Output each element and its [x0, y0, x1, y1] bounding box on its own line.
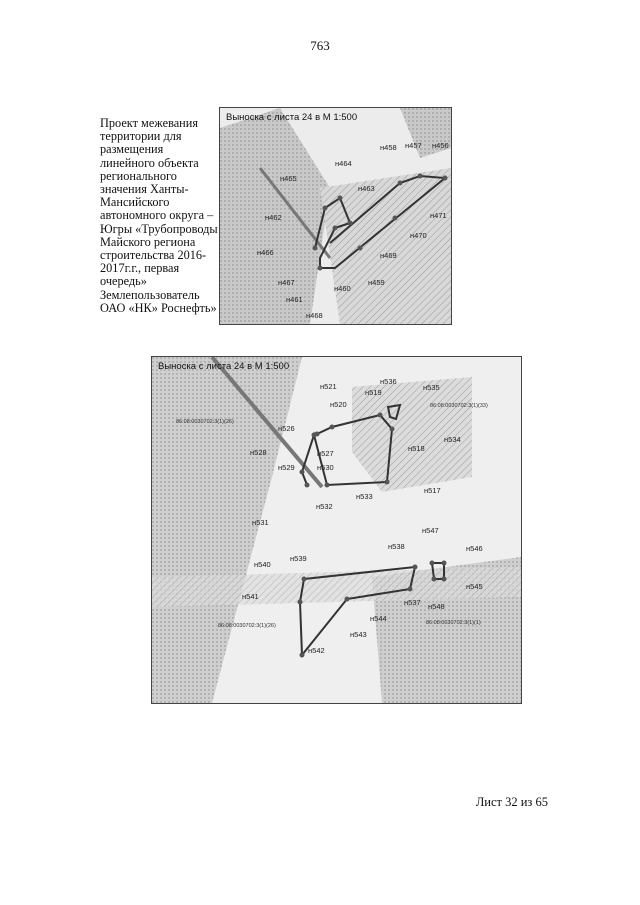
- map-inset-top: [219, 107, 452, 325]
- svg-text:н518: н518: [408, 444, 425, 453]
- map-bottom-canvas: [152, 357, 521, 703]
- svg-text:н517: н517: [424, 486, 441, 495]
- svg-text:86:08:0030702:3(1)(33): 86:08:0030702:3(1)(33): [430, 403, 488, 409]
- svg-text:н464: н464: [335, 159, 352, 168]
- sheet-footer: Лист 32 из 65: [475, 795, 548, 809]
- map-caption: Проект межевания территории для размещения линейного объекта регионального значения Ханты-Мансийского автономного округа – Югры «Трубопроводы Майского региона строительства 2016-2017г.г., первая очередь» Землепользователь ОАО «НК» Роснефть»: [100, 116, 218, 315]
- svg-text:н528: н528: [250, 448, 267, 457]
- svg-text:н529: н529: [278, 463, 295, 472]
- svg-text:н468: н468: [306, 311, 323, 320]
- svg-text:н531: н531: [252, 518, 269, 527]
- svg-text:86:08:0030702:3(1)(26): 86:08:0030702:3(1)(26): [218, 623, 276, 629]
- map-top-canvas: [220, 108, 451, 324]
- page-number: 763: [310, 38, 330, 53]
- svg-text:н530: н530: [317, 463, 334, 472]
- svg-text:н535: н535: [423, 383, 440, 392]
- svg-text:н459: н459: [368, 278, 385, 287]
- svg-text:н470: н470: [410, 231, 427, 240]
- svg-text:н540: н540: [254, 560, 271, 569]
- svg-text:н521: н521: [320, 382, 337, 391]
- svg-text:н534: н534: [444, 435, 461, 444]
- svg-text:86:08:0030702:3(1)(1): 86:08:0030702:3(1)(1): [426, 620, 481, 626]
- svg-text:н462: н462: [265, 213, 282, 222]
- svg-text:н539: н539: [290, 554, 307, 563]
- svg-text:н545: н545: [466, 582, 483, 591]
- svg-text:н526: н526: [278, 424, 295, 433]
- svg-text:н471: н471: [430, 211, 447, 220]
- map-top-area-right: [320, 168, 451, 324]
- svg-text:н461: н461: [286, 295, 303, 304]
- svg-text:н541: н541: [242, 592, 259, 601]
- svg-text:н519: н519: [365, 388, 382, 397]
- map-inset-bottom: [151, 356, 522, 704]
- svg-text:н457: н457: [405, 141, 422, 150]
- svg-text:н456: н456: [432, 141, 449, 150]
- svg-text:н520: н520: [330, 400, 347, 409]
- svg-text:н465: н465: [280, 174, 297, 183]
- svg-text:86:08:0030702:3(1)(26): 86:08:0030702:3(1)(26): [176, 419, 234, 425]
- svg-text:н537: н537: [404, 598, 421, 607]
- svg-text:н458: н458: [380, 143, 397, 152]
- svg-text:н467: н467: [278, 278, 295, 287]
- svg-text:н533: н533: [356, 492, 373, 501]
- svg-text:н536: н536: [380, 377, 397, 386]
- svg-text:н538: н538: [388, 542, 405, 551]
- svg-text:н460: н460: [334, 284, 351, 293]
- svg-text:н544: н544: [370, 614, 387, 623]
- svg-text:н543: н543: [350, 630, 367, 639]
- svg-text:н469: н469: [380, 251, 397, 260]
- svg-text:н546: н546: [466, 544, 483, 553]
- svg-text:н527: н527: [317, 449, 334, 458]
- map-top-title: Выноска с листа 24 в М 1:500: [226, 112, 358, 123]
- svg-text:н466: н466: [257, 248, 274, 257]
- svg-text:н532: н532: [316, 502, 333, 511]
- svg-text:н542: н542: [308, 646, 325, 655]
- svg-text:н547: н547: [422, 526, 439, 535]
- svg-text:н548: н548: [428, 602, 445, 611]
- svg-text:н463: н463: [358, 184, 375, 193]
- map-bottom-title: Выноска с листа 24 в М 1:500: [158, 361, 290, 372]
